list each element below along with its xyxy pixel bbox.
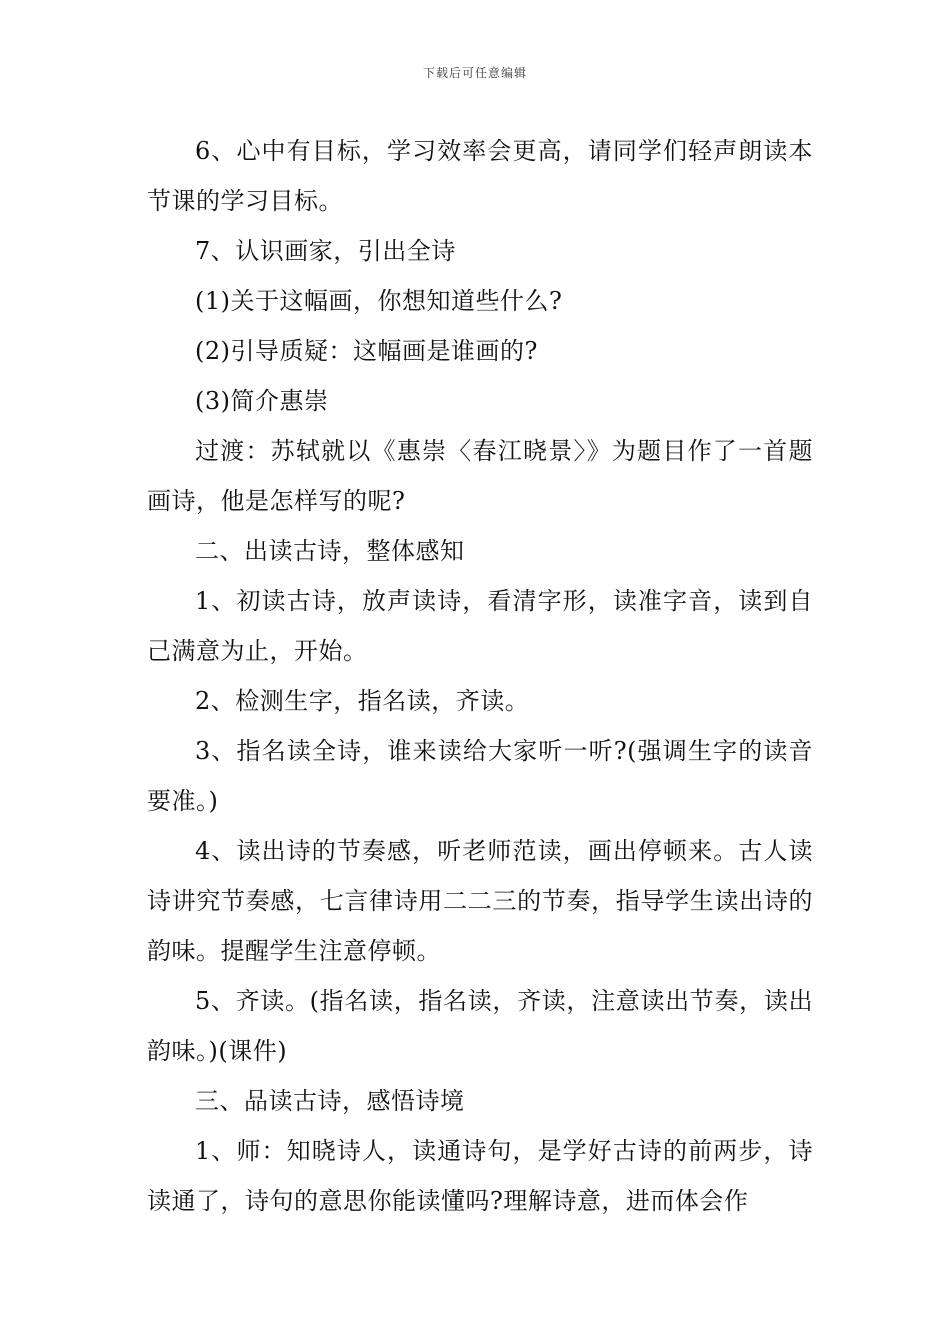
section-heading: 三、品读古诗，感悟诗境 <box>195 1087 465 1115</box>
paragraph: 1、初读古诗，放声读诗，看清字形，读准字音，读到自己满意为止，开始。 <box>147 587 813 665</box>
paragraph: 1、师：知晓诗人，读通诗句，是学好古诗的前两步，诗读通了，诗句的意思你能读懂吗?理解诗意，进而体会作 <box>147 1137 813 1215</box>
paragraph: 3、指名读全诗，谁来读给大家听一听?(强调生字的读音要准。) <box>147 737 813 815</box>
paragraph: (1)关于这幅画，你想知道些什么? <box>195 287 563 315</box>
document-body <box>147 126 813 1226</box>
page-header: 下载后可任意编辑 <box>422 66 527 80</box>
paragraph: 7、认识画家，引出全诗 <box>195 237 456 265</box>
paragraph: 6、心中有目标，学习效率会更高，请同学们轻声朗读本节课的学习目标。 <box>147 137 813 215</box>
paragraph: (2)引导质疑：这幅画是谁画的? <box>195 337 538 365</box>
paragraph: 4、读出诗的节奏感，听老师范读，画出停顿来。古人读诗讲究节奏感，七言律诗用二二三的节奏，指导学生读出诗的韵味。提醒学生注意停顿。 <box>147 837 813 965</box>
paragraph: 过渡：苏轼就以《惠崇〈春江晓景〉》为题目作了一首题画诗，他是怎样写的呢? <box>147 437 813 515</box>
section-heading: 二、出读古诗，整体感知 <box>195 537 465 565</box>
paragraph: (3)简介惠崇 <box>195 387 329 415</box>
paragraph: 5、齐读。(指名读，指名读，齐读，注意读出节奏，读出韵味。)(课件) <box>147 987 813 1065</box>
paragraph: 2、检测生字，指名读，齐读。 <box>195 687 530 715</box>
